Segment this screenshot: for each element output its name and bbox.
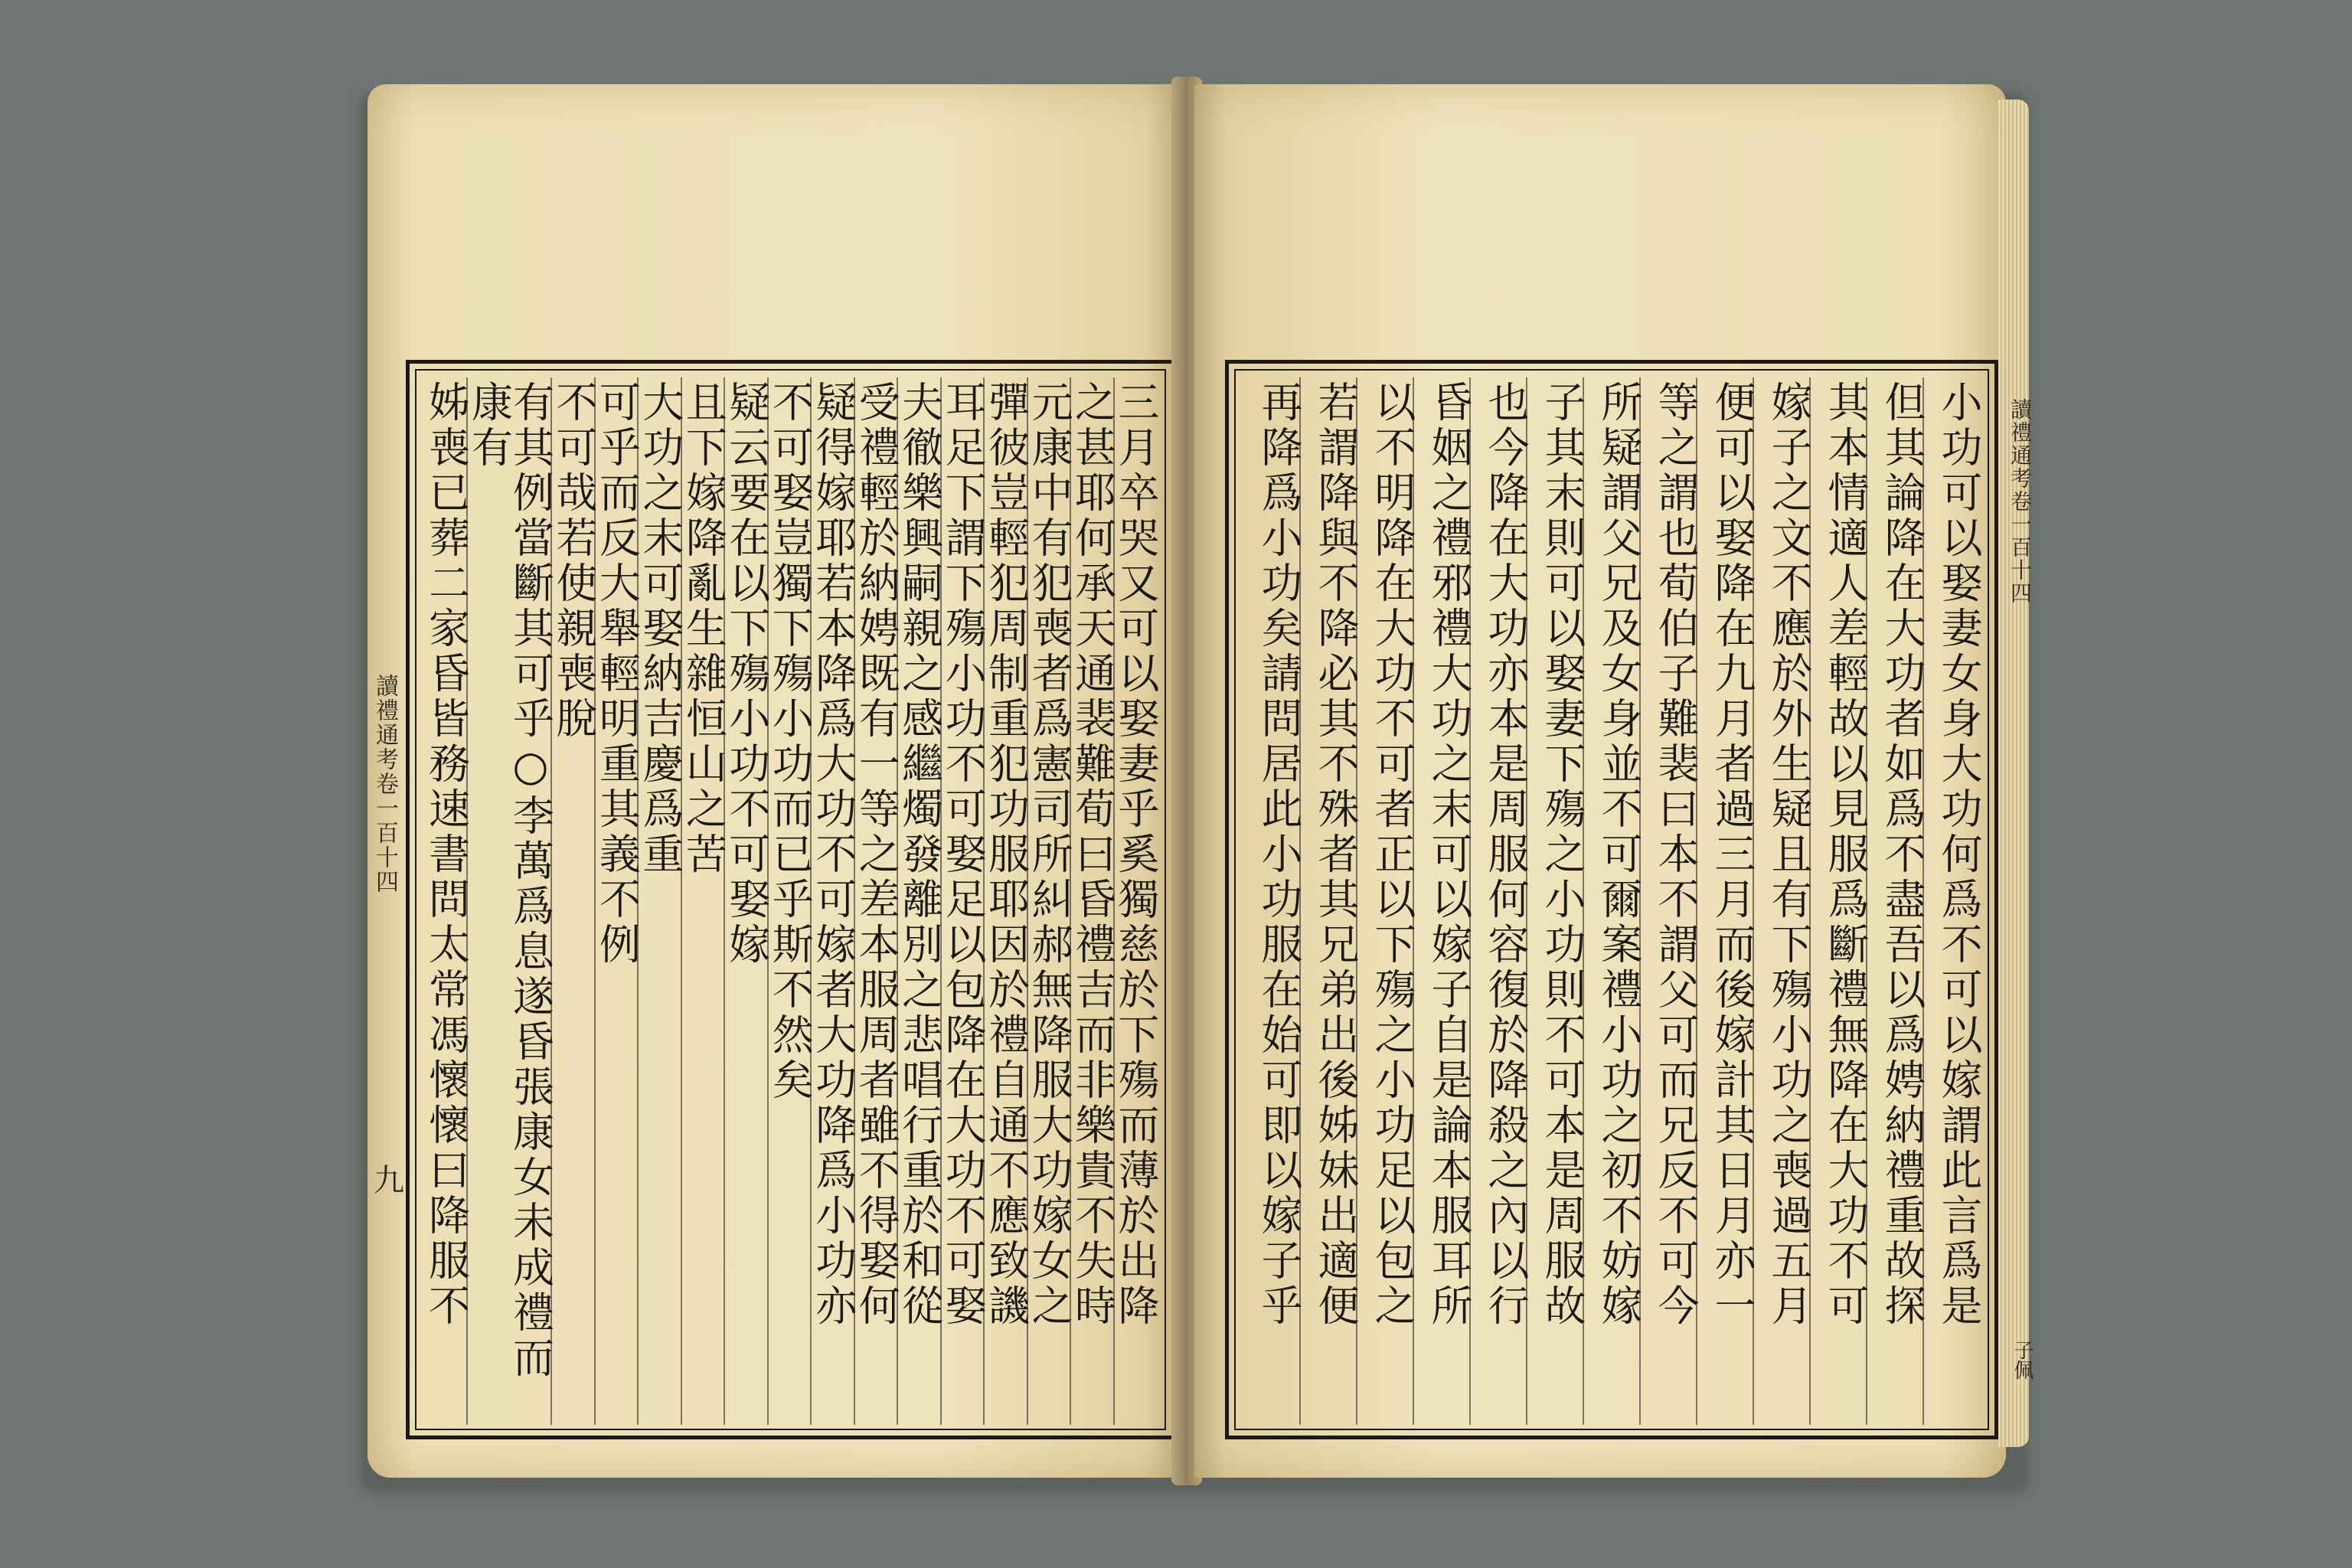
left-text-column: 且下嫁降亂生雜恒山之苦 xyxy=(681,377,724,1425)
page-number: 九 xyxy=(374,1163,404,1198)
left-text-column: 不可哉若使親喪脫 xyxy=(550,377,593,1425)
right-text-column: 也今降在大功亦本是周服何容復於降殺之內以行 xyxy=(1469,377,1526,1425)
right-text-column: 其本情適人差輕故以見服爲斷禮無降在大功不可 xyxy=(1809,377,1866,1425)
left-text-column: 夫徹樂興嗣親之感繼燭發離別之悲唱行重於和從 xyxy=(897,377,939,1425)
page-edges xyxy=(1998,100,2029,1447)
left-text-column: 可乎而反大舉輕明重其義不例 xyxy=(594,377,637,1425)
left-text-column: 受禮輕於納娉既有一等之差本服周者雖不得娶何 xyxy=(854,377,897,1425)
right-text-column: 但其論降在大功者如爲不盡吾以爲娉納禮重故探 xyxy=(1866,377,1922,1425)
right-margin-label: 讀禮通考卷一百十四 xyxy=(2007,398,2033,605)
open-book xyxy=(368,84,2034,1478)
left-page xyxy=(368,84,1179,1478)
left-text-column: 之甚耶何承天通裴難荀曰昏禮吉而非樂貴不失時 xyxy=(1070,377,1112,1425)
right-page xyxy=(1194,84,2034,1478)
right-text-column: 昏姻之禮邪禮大功之末可以嫁子自是論本服耳所 xyxy=(1413,377,1469,1425)
right-text-column: 以不明降在大功不可者正以下殤之小功足以包之 xyxy=(1356,377,1413,1425)
left-text-column: 彈彼豈輕犯周制重犯功服耶因於禮自通不應致譏 xyxy=(983,377,1026,1425)
left-text-column: 疑得嫁耶若本降爲大功不可嫁者大功降爲小功亦 xyxy=(810,377,853,1425)
left-text-column: 元康中有犯喪者爲憲司所糾郝無降服大功嫁女之 xyxy=(1027,377,1070,1425)
right-text-column: 再降爲小功矣請問居此小功服在始可即以嫁子乎 xyxy=(1255,381,1303,1329)
left-margin-label: 讀禮通考卷一百十四 xyxy=(371,674,398,894)
left-text-column: 不可娶豈獨下殤小功而已乎斯不然矣 xyxy=(767,377,810,1425)
left-columns xyxy=(422,377,1160,1422)
right-text-column: 所疑謂父兄及女身並不可爾案禮小功之初不妨嫁 xyxy=(1583,377,1639,1425)
right-columns xyxy=(1244,377,1983,1422)
left-text-column: 三月卒哭又可以娶妻乎奚獨慈於下殤而薄於出降 xyxy=(1113,377,1156,1425)
left-text-column: 有其例當斷其可乎○李萬爲息遂昏張康女未成禮而康有 xyxy=(466,377,550,1425)
left-text-column: 大功之末可娶納吉慶爲重 xyxy=(637,377,680,1425)
left-text-column: 疑云要在以下殤小功不可娶嫁 xyxy=(724,377,766,1425)
right-text-frame xyxy=(1225,360,1998,1439)
right-text-column: 等之謂也荀伯子難裴曰本不謂父可而兄反不可今 xyxy=(1639,377,1696,1425)
right-text-column: 便可以娶降在九月者過三月而後嫁計其日月亦一 xyxy=(1696,377,1753,1425)
left-text-column: 耳足下謂下殤小功不可娶足以包降在大功不可娶 xyxy=(940,377,983,1425)
right-text-column: 子其末則可以娶妻下殤之小功則不可本是周服故 xyxy=(1526,377,1583,1425)
left-text-column: 姊喪已葬二家昏皆務速書問太常馮懷懷曰降服不 xyxy=(422,381,471,1329)
left-text-frame xyxy=(406,360,1175,1439)
right-text-column: 嫁子之文不應於外生疑且有下殤小功之喪過五月 xyxy=(1753,377,1809,1425)
right-text-column: 小功可以娶妻女身大功何爲不可以嫁謂此言爲是 xyxy=(1922,377,1979,1425)
corner-label: 子佩 xyxy=(2011,1340,2034,1380)
right-text-column: 若謂降與不降必其不殊者其兄弟出後姊妹出適便 xyxy=(1299,377,1356,1425)
